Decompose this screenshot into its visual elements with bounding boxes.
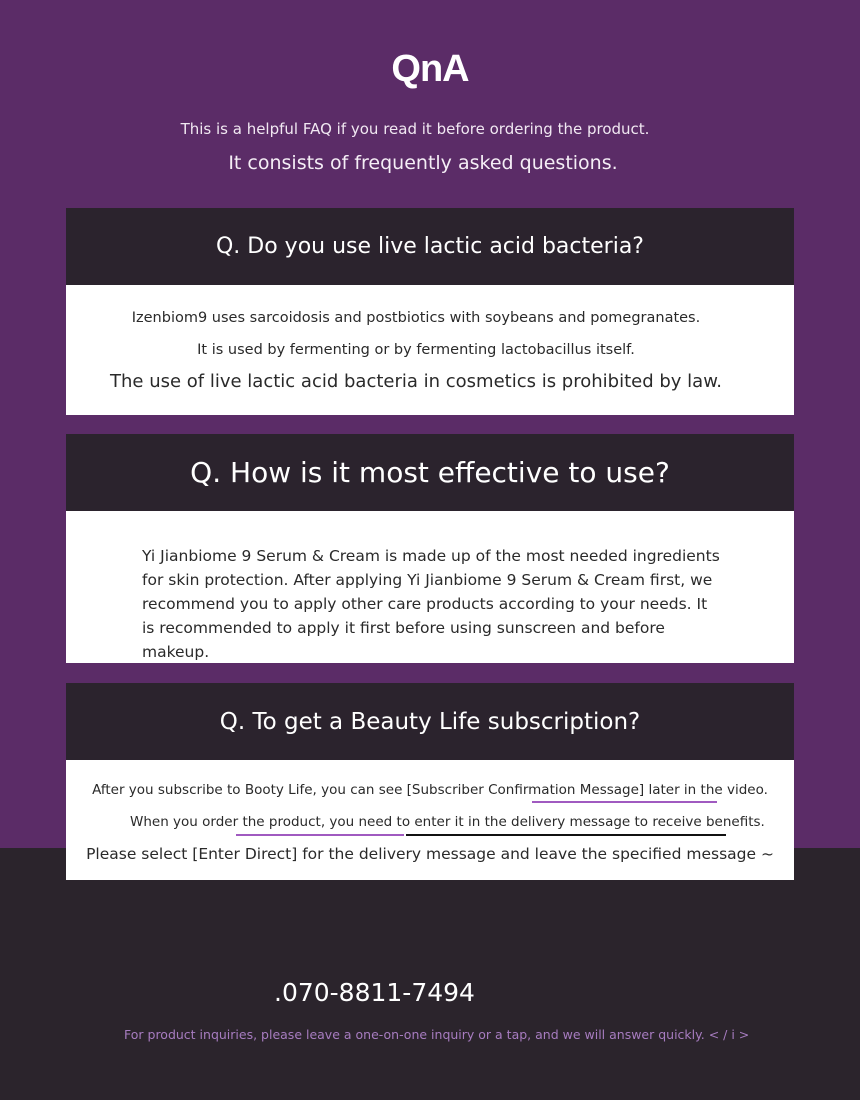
qna-logo: QnA <box>391 48 469 90</box>
answer-line: The use of live lactic acid bacteria in cosmetics is prohibited by law. <box>110 371 722 392</box>
answer-line: When you order the product, you need to enter it in the delivery message to receive benefits. <box>130 814 765 830</box>
faq-question: Q. To get a Beauty Life subscription? <box>66 683 794 760</box>
intro-text: This is a helpful FAQ if you read it before ordering the product. <box>180 120 650 138</box>
faq-answer <box>66 760 794 880</box>
contact-phone: .070-8811-7494 <box>274 978 475 1007</box>
faq-question: Q. Do you use live lactic acid bacteria? <box>66 208 794 285</box>
faq-answer <box>66 285 794 415</box>
faq-card-subscription <box>66 683 794 880</box>
highlight-underline <box>236 834 404 836</box>
answer-line: Please select [Enter Direct] for the delivery message and leave the specified message ~ <box>86 845 774 863</box>
faq-card-live-bacteria <box>66 208 794 415</box>
faq-answer <box>66 511 794 663</box>
highlight-underline <box>532 801 717 803</box>
faq-question: Q. How is it most effective to use? <box>66 434 794 511</box>
answer-paragraph: Yi Jianbiome 9 Serum & Cream is made up of the most needed ingredients for skin protection. After applying Yi Jianbiome 9 Serum & Cream first, we recommend you to apply other care products according to your needs. It is recommended to apply it first before using sunscreen and before makeup. <box>142 547 720 661</box>
answer-line: Izenbiom9 uses sarcoidosis and postbiotics with soybeans and pomegranates. <box>131 310 701 326</box>
answer-line: It is used by fermenting or by fermenting lactobacillus itself. <box>197 342 635 358</box>
faq-card-effective-use <box>66 434 794 663</box>
answer-line: After you subscribe to Booty Life, you can see [Subscriber Confirmation Message] later in the video. <box>92 782 768 798</box>
intro-subtext: It consists of frequently asked questions. <box>228 152 618 174</box>
highlight-underline <box>406 834 726 836</box>
dark-footer-background <box>0 848 860 1100</box>
inquiry-note: For product inquiries, please leave a one-on-one inquiry or a tap, and we will answer quickly. < / i > <box>124 1027 750 1042</box>
